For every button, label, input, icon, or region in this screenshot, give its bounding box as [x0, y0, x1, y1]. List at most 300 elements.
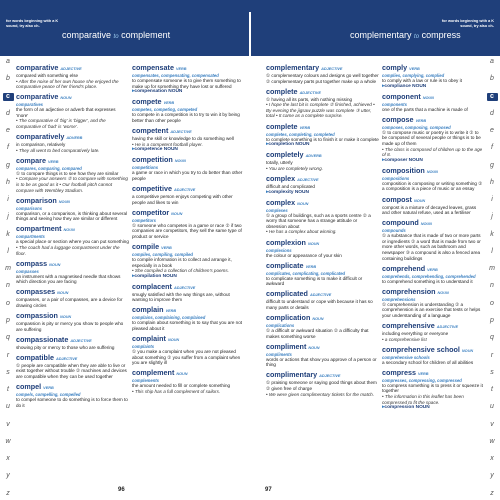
alphabet-letter-c[interactable]: c	[487, 93, 498, 101]
dictionary-entry	[132, 156, 246, 181]
entry-headword-line	[382, 369, 484, 378]
alphabet-letter-n[interactable]: n	[6, 282, 10, 290]
alphabet-letter-e[interactable]: e	[490, 127, 494, 135]
page-number-right: 97	[265, 487, 272, 493]
entry-headword-line	[266, 175, 379, 184]
alphabet-letter-o[interactable]: o	[490, 299, 494, 307]
entry-definition: an instrument with a magnetised needle that shows which direction you are facing	[16, 273, 121, 285]
word-forms: complies, complying, complied	[382, 73, 445, 78]
entry-headword-line	[16, 157, 129, 166]
alphabet-letter-a[interactable]: a	[6, 58, 10, 65]
entry-headword: competent	[132, 125, 169, 135]
entry-headword-line	[16, 93, 129, 102]
part-of-speech: ADJECTIVE	[55, 356, 78, 361]
dictionary-entry	[266, 262, 379, 287]
alphabet-letter-f[interactable]: f	[491, 144, 493, 152]
word-forms: compiles, compiling, compiled	[132, 251, 193, 257]
entry-headword: compasses	[16, 287, 56, 297]
alphabet-letter-j[interactable]: j	[491, 213, 493, 221]
alphabet-letter-i[interactable]: i	[491, 196, 493, 204]
entry-headword: complicated	[266, 289, 308, 299]
entry-headword-line	[382, 265, 484, 274]
entry-headword-line	[382, 116, 484, 125]
word-forms: compensates, compensating, compensated	[132, 73, 219, 78]
entry-definition: in comparison, relatively	[16, 142, 66, 148]
dictionary-entry	[132, 243, 246, 279]
entry-headword-line	[16, 336, 129, 345]
entry-headword: compost	[382, 194, 412, 204]
entry-definition: to compile information is to collect and arrange it, especially in a book	[132, 256, 232, 268]
word-forms: completes, completing, completed	[266, 131, 335, 137]
dictionary-entry	[16, 225, 129, 256]
entry-example: • The coach had a luggage compartment under the floor.	[16, 245, 120, 256]
entry-definition: ① you make a complaint when you are not pleased about something ② you suffer from a complaint when you are slightly ill	[132, 349, 241, 366]
entry-definition: having the skill or knowledge to do something well	[132, 135, 234, 141]
alphabet-letter-m[interactable]: m	[5, 265, 11, 273]
entry-headword: compensate	[132, 64, 174, 72]
alphabet-letter-d[interactable]: d	[6, 109, 10, 117]
word-forms: complements	[132, 378, 159, 384]
entry-headword: composition	[382, 165, 425, 175]
word-forms: competes, competing, competed	[132, 107, 198, 113]
entry-headword: compatible	[16, 352, 54, 362]
word-forms: compositions	[382, 175, 410, 181]
alphabet-letter-k[interactable]: k	[490, 230, 494, 238]
part-of-speech: VERB	[299, 125, 311, 130]
alphabet-index-left	[2, 58, 14, 498]
alphabet-letter-f[interactable]: f	[7, 144, 9, 152]
part-of-speech: VERB	[305, 264, 317, 269]
entry-headword-line	[382, 93, 484, 102]
part-of-speech: VERB	[415, 118, 427, 123]
dictionary-entry	[16, 260, 129, 285]
entry-example: • He is a competent football player.	[132, 141, 203, 147]
entry-example: • Compare your answers ② to compare with something is to be as good as it • Our football pitch cannot compare with Wembley Stadium.	[16, 176, 128, 193]
entry-definition: difficult and complicated	[266, 183, 315, 189]
entry-example: • You are completely wrong.	[266, 165, 323, 171]
part-of-speech: VERB	[409, 67, 420, 71]
entry-headword: complication	[266, 312, 311, 322]
alphabet-letter-h[interactable]: h	[490, 178, 494, 186]
entry-definition: to comprehend something is to understand it	[382, 278, 473, 284]
entry-definition: to compel someone to do something is to force them to do it	[16, 397, 128, 408]
entry-definition: one of the parts that a machine is made of	[382, 106, 468, 112]
alphabet-letter-l[interactable]: l	[7, 247, 9, 255]
entry-example: • The information in this leaflet has been compressed to fit the space.	[382, 394, 464, 405]
dictionary-entry	[382, 322, 484, 342]
dictionary-entry	[132, 335, 246, 366]
part-of-speech: ADVERB	[66, 136, 83, 141]
dictionary-entry	[382, 265, 484, 285]
guide-word-first: complementary	[350, 30, 412, 40]
entry-headword-line	[382, 167, 484, 176]
entry-example: • The class is composed of children up to the age of 8.	[382, 146, 483, 158]
entry-headword-line	[132, 156, 246, 165]
entry-headword-line	[16, 260, 129, 269]
entry-headword-line	[266, 371, 379, 380]
entry-headword: compare	[16, 155, 46, 165]
derived-word: ▸ composer NOUN	[382, 158, 484, 164]
alphabet-letter-s[interactable]: s	[6, 368, 10, 376]
alphabet-letter-r[interactable]: r	[490, 351, 494, 359]
entry-definition: ① praising someone or saying good things about them ② given free of charge	[266, 380, 377, 391]
part-of-speech: NOUN	[176, 372, 188, 377]
part-of-speech: ADJECTIVE	[309, 293, 332, 298]
part-of-speech: VERB	[163, 101, 175, 106]
word-forms: comprehensions	[382, 296, 416, 302]
part-of-speech: NOUN	[174, 159, 186, 164]
entry-headword: complicate	[266, 260, 304, 270]
part-of-speech: NOUN	[58, 199, 70, 204]
dictionary-entry	[16, 197, 129, 222]
dictionary-entry	[382, 288, 484, 319]
alphabet-letter-l[interactable]: l	[491, 247, 493, 255]
alphabet-letter-p[interactable]: p	[6, 316, 10, 324]
entry-headword-line	[16, 225, 129, 234]
entry-headword-line	[132, 283, 246, 292]
guide-word-first: comparative	[62, 30, 112, 40]
part-of-speech: ADJECTIVE	[436, 325, 459, 330]
entry-headword: complete	[266, 86, 298, 96]
entry-headword: complementary	[266, 64, 320, 72]
dictionary-entry	[382, 196, 484, 216]
dictionary-entry	[382, 116, 484, 164]
entry-headword: complain	[132, 305, 164, 315]
alphabet-letter-z[interactable]: z	[6, 489, 10, 497]
part-of-speech: NOUN	[307, 241, 320, 246]
dictionary-entry	[16, 336, 129, 351]
dictionary-entry	[266, 151, 379, 171]
entry-headword: complex	[266, 173, 296, 183]
entry-headword-line	[132, 243, 246, 252]
word-forms: competitors	[132, 217, 156, 223]
alphabet-letter-c[interactable]: c	[3, 93, 14, 101]
dictionary-entry	[382, 93, 484, 113]
entry-definition: including everything or everyone	[382, 331, 449, 337]
dictionary-entry	[132, 209, 246, 240]
entry-headword: compel	[16, 382, 42, 392]
entry-definition: to complicate something is to make it difficult or awkward	[266, 275, 363, 287]
entry-headword: comply	[382, 64, 408, 72]
entry-headword-line	[382, 64, 484, 73]
word-forms: comprehensive schools	[382, 354, 430, 360]
word-forms: components	[382, 101, 407, 107]
word-forms: competitions	[132, 165, 159, 171]
entry-headword: compile	[132, 241, 160, 251]
entry-headword: complaint	[132, 334, 166, 344]
dictionary-entry	[266, 371, 379, 397]
entry-example: • We were given complimentary tickets for the match.	[266, 391, 374, 397]
entry-headword: comprehend	[382, 263, 426, 273]
part-of-speech: NOUN	[49, 262, 61, 267]
header-note-right: for words beginning with a K sound, try also ch-	[441, 19, 494, 28]
entry-headword-line	[132, 209, 246, 218]
entry-headword: compartment	[16, 224, 62, 234]
word-forms: composes, composing, composed	[382, 124, 451, 130]
part-of-speech: VERB	[175, 67, 187, 71]
part-of-speech: NOUN	[63, 228, 75, 233]
part-of-speech: NOUN	[171, 211, 183, 216]
entry-headword: complexion	[266, 237, 306, 247]
entry-example: • I hope the last bit is complete ② finished, achieved • By evening the jigsaw puzzle was complete ③ utter, total • It came as a complete surprise.	[266, 102, 375, 119]
word-forms: complications	[266, 322, 295, 328]
alphabet-letter-t[interactable]: t	[7, 386, 9, 394]
entry-headword-line	[266, 314, 379, 323]
entry-headword-line	[132, 185, 246, 194]
gutter-divider	[249, 12, 251, 56]
word-forms: complaints	[132, 344, 155, 350]
word-forms: compels, compelling, compelled	[16, 392, 81, 398]
derived-word: ▸ compliance NOUN	[382, 84, 484, 90]
entry-definition: a secondary school for children of all abilities	[382, 359, 474, 365]
dictionary-entry	[132, 185, 246, 205]
alphabet-letter-x[interactable]: x	[490, 455, 494, 463]
entry-definition: composition is composing or writing something ② a composition is a piece of music or an essay	[382, 180, 483, 192]
part-of-speech: NOUN	[59, 315, 72, 320]
word-forms: compliments	[266, 351, 292, 357]
part-of-speech: VERB	[165, 309, 177, 314]
part-of-speech: NOUN	[426, 169, 438, 174]
dictionary-entry	[16, 288, 129, 308]
entry-definition: ① having all its parts, with nothing missing	[266, 96, 353, 102]
dictionary-entry	[132, 64, 246, 95]
part-of-speech: NOUN	[60, 96, 72, 101]
entry-definition: words or actions that show you approve of a person or thing	[266, 356, 377, 368]
dictionary-entry	[382, 346, 484, 366]
dictionary-column-3	[266, 64, 379, 476]
entry-headword-line	[266, 239, 379, 248]
guide-word-last: compress	[421, 30, 461, 40]
alphabet-letter-i[interactable]: i	[7, 196, 9, 204]
alphabet-letter-j[interactable]: j	[7, 213, 9, 221]
entry-headword-line	[16, 288, 129, 297]
entry-headword-line	[132, 98, 246, 107]
entry-headword: complex	[266, 197, 296, 207]
part-of-speech: ADVERB	[305, 154, 322, 159]
entry-headword: comprehensive school	[382, 344, 460, 354]
entry-definition: difficult to understand or cope with because it has so many parts or details	[266, 299, 373, 310]
entry-headword-line	[382, 322, 484, 331]
alphabet-letter-o[interactable]: o	[6, 299, 10, 307]
entry-headword: compassionate	[16, 334, 69, 344]
entry-definition: to compress something is to press it or squeeze it together	[382, 382, 483, 394]
dictionary-entry	[266, 88, 379, 119]
entry-headword: compassion	[16, 311, 58, 321]
header-note-left: for words beginning with a K sound, try also ch-	[6, 19, 59, 28]
entry-headword: competitor	[132, 207, 170, 217]
alphabet-letter-u[interactable]: u	[6, 403, 10, 411]
entry-definition: compasses, or a pair of compasses, are a device for drawing circles	[16, 297, 123, 308]
entry-example: • The comparative of 'big' is 'bigger', and the comparative of 'bad' is 'worse'.	[16, 118, 106, 130]
dictionary-entry	[16, 93, 129, 129]
dictionary-column-2	[132, 64, 246, 476]
alphabet-letter-q[interactable]: q	[490, 334, 494, 342]
entry-headword: component	[382, 91, 421, 101]
entry-headword-line	[16, 383, 129, 392]
dictionary-entry	[16, 157, 129, 193]
alphabet-letter-k[interactable]: k	[6, 230, 10, 238]
entry-definition: to comply with a law or rule is to obey it	[382, 78, 462, 83]
alphabet-letter-d[interactable]: d	[490, 109, 494, 117]
entry-example: • This ship has a full complement of sailors.	[132, 389, 221, 395]
entry-headword: comparison	[16, 195, 57, 205]
alphabet-letter-e[interactable]: e	[6, 127, 10, 135]
entry-headword: completely	[266, 150, 304, 160]
entry-headword: competitive	[132, 183, 172, 193]
entry-example: • She compiled a collection of children's poems.	[132, 268, 229, 274]
alphabet-letter-b[interactable]: b	[6, 75, 10, 83]
entry-definition: the amount needed to fill or complete something	[132, 383, 231, 389]
alphabet-letter-u[interactable]: u	[490, 403, 494, 411]
part-of-speech: VERB	[43, 386, 54, 391]
entry-headword-line	[16, 197, 129, 206]
entry-definition: a special place or section where you can put something	[16, 239, 129, 245]
alphabet-letter-v[interactable]: v	[6, 420, 10, 428]
entry-headword: complement	[132, 368, 175, 378]
alphabet-letter-b[interactable]: b	[490, 75, 494, 83]
dictionary-entry	[382, 167, 484, 192]
entry-definition: ① people are compatible when they are able to live or exist together without trouble ② machines and devices are compatible when they can be used together	[16, 362, 127, 380]
part-of-speech: NOUN	[413, 198, 426, 203]
entry-headword: complimentary	[266, 370, 318, 380]
dictionary-entry	[266, 343, 379, 368]
entry-definition: to compete in a competition is to try to win it by being better than other people	[132, 112, 240, 123]
part-of-speech: NOUN	[57, 291, 69, 296]
alphabet-letter-g[interactable]: g	[6, 161, 10, 169]
alphabet-letter-x[interactable]: x	[6, 455, 10, 463]
word-forms: compounds	[382, 228, 406, 234]
entry-headword: compliment	[266, 341, 307, 351]
part-of-speech: NOUN	[461, 348, 474, 353]
part-of-speech: ADJECTIVE	[173, 187, 196, 192]
alphabet-letter-h[interactable]: h	[6, 178, 10, 186]
alphabet-letter-y[interactable]: y	[6, 472, 10, 480]
header-guide-words-right	[350, 30, 461, 40]
entry-definition: to complain about something is to say that you are not pleased about it	[132, 320, 243, 332]
alphabet-letter-q[interactable]: q	[6, 334, 10, 342]
alphabet-letter-y[interactable]: y	[490, 472, 494, 480]
page-number-left: 96	[118, 487, 125, 493]
derived-word: ▸ completion NOUN	[266, 142, 379, 148]
entry-headword-line	[16, 354, 129, 363]
entry-headword: complacent	[132, 281, 172, 291]
dictionary-entry	[16, 133, 129, 153]
dictionary-entry	[266, 290, 379, 310]
entry-headword: comparative	[16, 92, 59, 102]
entry-example: • a comprehensive list	[382, 336, 427, 342]
entry-definition: to complete something is to finish it or make it complete	[266, 136, 379, 142]
entry-definition: ① to compose music or poetry is to write it ② to be composed of several people or things is to be made up of them	[382, 129, 481, 146]
entry-headword: comparatively	[16, 132, 65, 142]
part-of-speech: ADJECTIVE	[319, 374, 341, 379]
entry-headword: comprehension	[382, 286, 436, 296]
entry-definition: ① comprehension is understanding ② a comprehension is an exercise that tests or helps your understanding of a language	[382, 301, 481, 318]
alphabet-letter-p[interactable]: p	[490, 316, 494, 324]
entry-example: • They all went to bed comparatively late.	[16, 147, 100, 153]
alphabet-letter-n[interactable]: n	[490, 282, 494, 290]
alphabet-letter-a[interactable]: a	[490, 58, 494, 65]
entry-headword-line	[266, 199, 379, 208]
entry-definition: showing pity or mercy to those who are suffering	[16, 344, 115, 350]
dictionary-column-4	[382, 64, 484, 476]
entry-headword-line	[16, 64, 129, 73]
entry-definition: compared with something else	[16, 73, 79, 78]
derived-word: ▸ compilation NOUN	[132, 274, 246, 280]
entry-definition: totally, utterly	[266, 160, 293, 166]
entry-headword-line	[382, 288, 484, 297]
part-of-speech: ADJECTIVE	[299, 90, 321, 95]
derived-word: ▸ competence NOUN	[132, 147, 246, 153]
entry-headword-line	[16, 312, 129, 321]
word-forms: compartments	[16, 234, 45, 240]
alphabet-letter-w[interactable]: w	[5, 437, 11, 445]
entry-definition: compassion is pity or mercy you show to people who are suffering	[16, 321, 124, 332]
part-of-speech: ADJECTIVE	[173, 285, 196, 290]
alphabet-letter-z[interactable]: z	[490, 489, 494, 497]
entry-headword-line	[266, 290, 379, 299]
entry-definition: to compensate someone is to give them something to make up for something they have lost or suffered	[132, 78, 241, 89]
entry-headword-line	[266, 64, 379, 73]
part-of-speech: VERB	[47, 159, 59, 164]
entry-definition: ① complementary colours and designs go well together ② complementary parts put together make up a whole	[266, 73, 379, 84]
page-header	[0, 0, 500, 56]
derived-word: ▸ compression NOUN	[382, 405, 484, 411]
dictionary-column-1	[16, 64, 129, 476]
word-forms: complains, complaining, complained	[132, 315, 206, 321]
part-of-speech: NOUN	[308, 345, 320, 350]
entry-definition: the form of an adjective or adverb that expresses 'more'	[16, 107, 116, 118]
part-of-speech: ADJECTIVE	[321, 67, 343, 71]
dictionary-entry	[266, 239, 379, 259]
word-forms: comprehends, comprehending, comprehended	[382, 273, 476, 279]
word-forms: comparisons	[16, 205, 43, 211]
word-forms: compares, comparing, compared	[16, 165, 82, 171]
alphabet-letter-g[interactable]: g	[490, 161, 494, 169]
word-forms: compasses	[16, 268, 39, 274]
entry-headword-line	[132, 335, 246, 344]
dictionary-entry	[16, 312, 129, 332]
dictionary-entry	[132, 369, 246, 394]
alphabet-letter-m[interactable]: m	[489, 265, 495, 273]
entry-headword-line	[266, 262, 379, 271]
word-forms: complexes	[266, 207, 288, 213]
dictionary-entry	[132, 306, 246, 331]
alphabet-letter-w[interactable]: w	[489, 437, 495, 445]
entry-definition: a game or race in which you try to do better than other people	[132, 170, 243, 181]
entry-headword: compete	[132, 97, 162, 107]
entry-definition: ① to compare things is to see how they are similar	[16, 170, 119, 176]
alphabet-letter-t[interactable]: t	[491, 386, 493, 394]
entry-definition: ① a difficult or awkward situation ② a difficulty that makes something worse	[266, 327, 369, 339]
entry-headword-line	[132, 64, 246, 73]
entry-headword-line	[132, 127, 246, 136]
entry-headword-line	[382, 219, 484, 228]
alphabet-letter-r[interactable]: r	[6, 351, 10, 359]
guide-word-separator: to	[414, 34, 420, 40]
dictionary-entry	[266, 314, 379, 339]
dictionary-entry	[266, 199, 379, 235]
part-of-speech: NOUN	[297, 201, 309, 206]
entry-headword: compound	[382, 218, 419, 228]
part-of-speech: NOUN	[420, 222, 432, 227]
dictionary-entry	[132, 127, 246, 153]
word-forms: complexions	[266, 247, 292, 253]
word-forms: compresses, compressing, compressed	[382, 377, 462, 383]
derived-word: ▸ compensation NOUN	[132, 89, 246, 95]
alphabet-letter-s[interactable]: s	[490, 368, 494, 376]
alphabet-letter-v[interactable]: v	[490, 420, 494, 428]
dictionary-entry	[266, 175, 379, 195]
